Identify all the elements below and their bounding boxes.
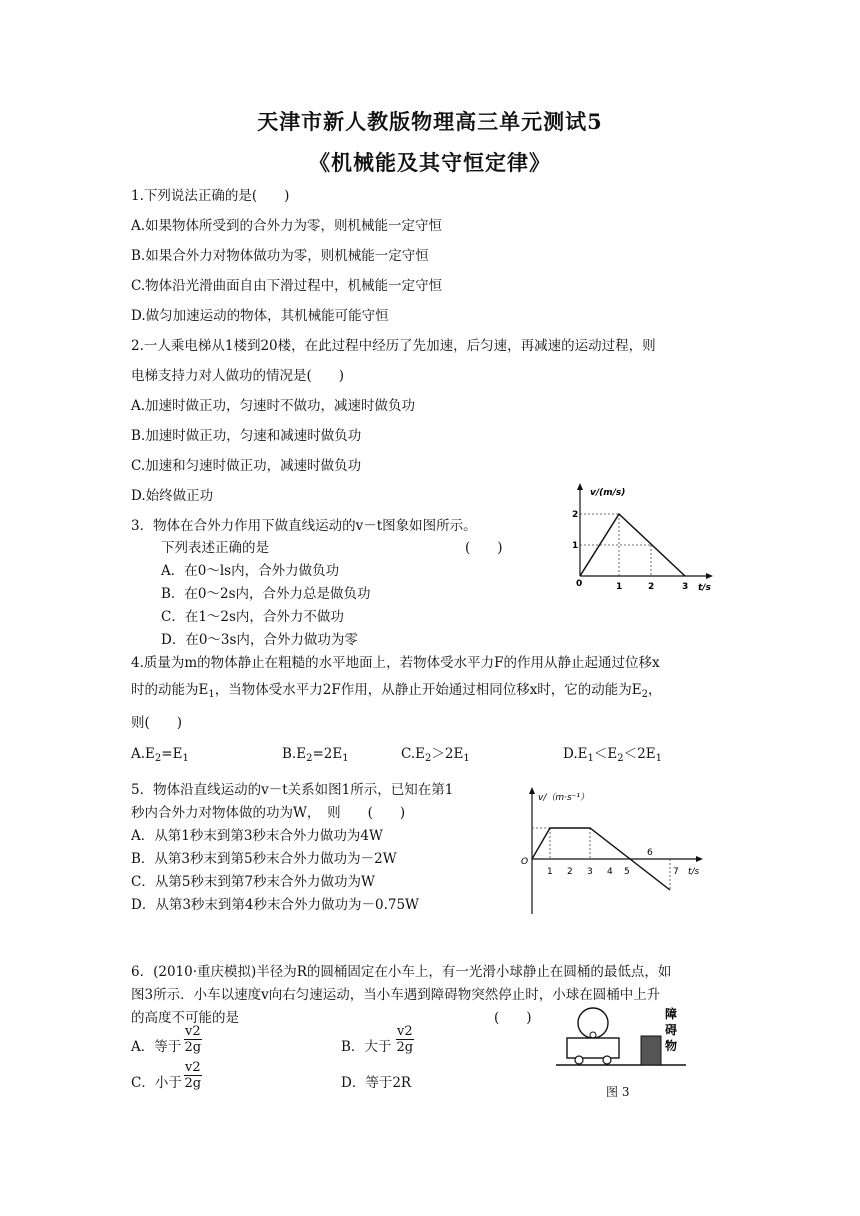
q3-option-d: D．在0～3s内，合外力做功为零	[161, 632, 358, 648]
q5-stem-line2: 秒内合外力对物体做的功为W， 则 ( )	[131, 805, 406, 821]
q3-x-axis-label: t/s	[698, 583, 711, 593]
q6-option-b-label: B．大于	[341, 1039, 392, 1055]
q6-stem-line3: 的高度不可能的是	[131, 1010, 239, 1026]
q5-xtick-7: 7	[673, 867, 679, 877]
q6-option-b-fraction: $\frac{v2}{2g}$	[396, 1024, 414, 1055]
q3-xtick-3: 3	[682, 582, 689, 592]
q3-option-a: A．在0～ls内，合外力做负功	[161, 563, 340, 579]
q3-y-axis-label: v/(m/s)	[590, 488, 626, 498]
page-subtitle: 《机械能及其守恒定律》	[309, 150, 551, 175]
q3-xtick-1: 1	[616, 582, 623, 592]
q3-origin-label: 0	[576, 579, 583, 589]
q5-option-c: C．从第5秒末到第7秒末合外力做功为W	[131, 874, 375, 890]
q5-xtick-1: 1	[547, 867, 553, 877]
q6-option-a-label: A．等于	[131, 1039, 182, 1055]
q6-cart-figure	[552, 1004, 692, 1076]
q5-vt-chart	[510, 784, 710, 920]
q3-option-c: C．在1～2s内，合外力不做功	[161, 609, 344, 625]
q3-ytick-1: 1	[572, 541, 579, 551]
q4-stem-line1: 4.质量为m的物体静止在粗糙的水平地面上，若物体受水平力F的作用从静止起通过位移x	[131, 655, 660, 671]
q5-y-axis-label: v/（m·s⁻¹）	[538, 793, 590, 803]
q3-answer-paren: ( )	[465, 540, 503, 556]
q6-stem-line2: 图3所示．小车以速度v向右匀速运动，当小车遇到障碍物突然停止时，小球在圆桶中上升	[131, 987, 661, 1003]
q1-option-c: C.物体沿光滑曲面自由下滑过程中，机械能一定守恒	[131, 278, 443, 294]
q5-option-d: D．从第3秒末到第4秒末合外力做功为－0.75W	[131, 897, 419, 913]
q5-xtick-6: 6	[647, 848, 653, 858]
q5-origin-label: O	[521, 857, 529, 867]
q2-stem-line1: 2.一人乘电梯从1楼到20楼，在此过程中经历了先加速，后匀速，再减速的运动过程，则	[131, 338, 656, 354]
q2-option-b: B.加速时做正功，匀速和减速时做负功	[131, 428, 362, 444]
q6-stem-line1: 6．(2010·重庆模拟)半径为R的圆桶固定在小车上，有一光滑小球静止在圆桶的最低点，如	[131, 964, 672, 980]
cart-body	[567, 1038, 619, 1058]
q5-option-a: A．从第1秒末到第3秒末合外力做功为4W	[131, 828, 383, 844]
q5-xtick-4: 4	[607, 867, 613, 877]
q6-option-c-fraction: $\frac{v2}{2g}$	[184, 1060, 202, 1091]
q5-xtick-5: 5	[624, 867, 630, 877]
q3-x-arrow	[706, 573, 713, 579]
obstacle-label-2: 碍	[665, 1023, 678, 1037]
q5-xtick-2: 2	[567, 867, 573, 877]
q4-stem-line2: 时的动能为$E_1$，当物体受水平力2F作用，从静止开始通过相同位移x时，它的动能为$E_2$，	[131, 682, 662, 700]
q6-answer-paren: ( )	[494, 1010, 532, 1026]
q1-option-a: A.如果物体所受到的合外力为零，则机械能一定守恒	[131, 218, 443, 234]
q3-y-arrow	[577, 483, 583, 490]
q3-option-b: B．在0～2s内，合外力总是做负功	[161, 586, 371, 602]
q2-stem-line2: 电梯支持力对人做功的情况是( )	[131, 368, 345, 384]
page-title: 天津市新人教版物理高三单元测试5	[257, 109, 603, 134]
q3-stem-line2: 下列表述正确的是	[161, 540, 269, 556]
q1-stem: 1.下列说法正确的是( )	[131, 188, 290, 204]
q3-ytick-2: 2	[572, 510, 579, 520]
q6-option-d: D．等于2R	[341, 1075, 412, 1091]
q4-option-d: $D.E_1<E_2<2E_1$	[563, 746, 662, 764]
obstacle-block	[641, 1036, 661, 1065]
obstacle-label-3: 物	[665, 1039, 678, 1053]
obstacle-label-1: 障	[665, 1007, 678, 1021]
q5-stem-line1: 5．物体沿直线运动的v－t关系如图1所示，已知在第1	[131, 782, 454, 798]
q2-option-a: A.加速时做正功，匀速时不做功，减速时做负功	[131, 398, 416, 414]
q2-option-c: C.加速和匀速时做正功，减速时做负功	[131, 458, 362, 474]
q5-xtick-3: 3	[587, 867, 593, 877]
ball	[590, 1032, 596, 1038]
cart-wheel-right	[603, 1056, 611, 1064]
q3-stem-line1: 3．物体在合外力作用下做直线运动的v－t图象如图所示。	[131, 518, 477, 534]
q3-xtick-2: 2	[648, 582, 655, 592]
q5-option-b: B．从第3秒末到第5秒末合外力做功为－2W	[131, 851, 397, 867]
q4-stem-line3: 则( )	[131, 715, 183, 731]
q1-option-d: D.做匀加速运动的物体，其机械能可能守恒	[131, 308, 389, 324]
q4-option-c: $C.E_2>2E_1$	[401, 746, 470, 764]
figure-3-caption: 图 3	[606, 1085, 630, 1099]
q3-vt-chart	[560, 480, 720, 600]
q5-x-axis-label: t/s	[688, 867, 700, 877]
q2-option-d: D.始终做正功	[131, 488, 214, 504]
q4-option-b: $B.E_2=2E_1$	[282, 746, 349, 764]
q4-option-a: $A.E_2=E_1$	[131, 746, 189, 764]
q1-option-b: B.如果合外力对物体做功为零，则机械能一定守恒	[131, 248, 429, 264]
q5-x-arrow	[696, 856, 703, 862]
q5-y-arrow	[529, 787, 535, 794]
cart-wheel-left	[575, 1056, 583, 1064]
q6-option-a-fraction: $\frac{v2}{2g}$	[184, 1024, 202, 1055]
q6-option-c-label: C．小于	[131, 1075, 182, 1091]
